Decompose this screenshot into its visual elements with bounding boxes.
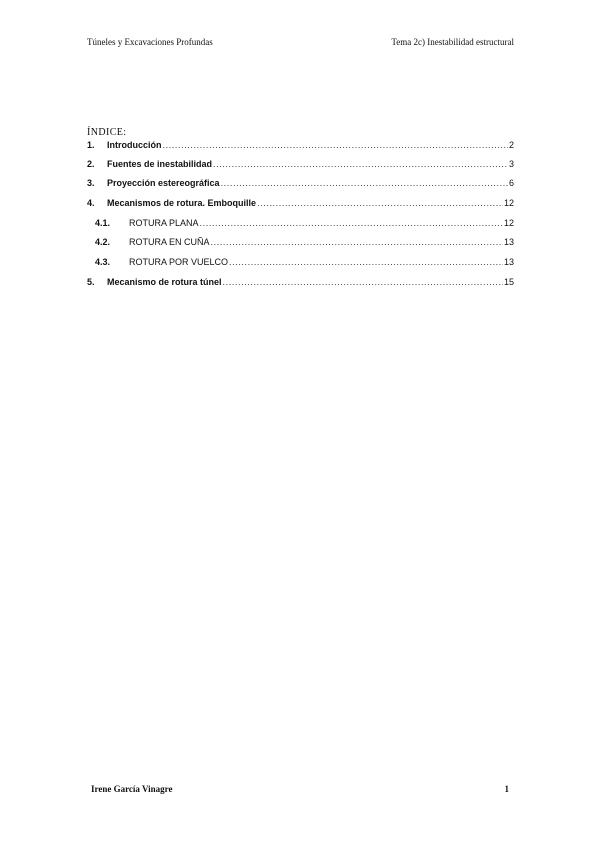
toc-entry-label: Introducción	[107, 140, 162, 150]
toc-entry-number: 4.1.	[95, 218, 111, 228]
footer-author: Irene García Vinagre	[91, 784, 173, 794]
toc-entry-label: Mecanismos de rotura. Emboquille	[107, 198, 257, 208]
toc-entry-rotura-plana[interactable]	[95, 218, 514, 231]
toc-entry-number: 5.	[87, 277, 95, 287]
toc-entry-number: 1.	[87, 140, 95, 150]
running-header-right: Tema 2c) Inestabilidad estructural	[391, 37, 514, 47]
toc-entry-introduccion[interactable]	[87, 140, 514, 153]
toc-entry-number: 4.2.	[95, 237, 111, 247]
toc-entry-number: 3.	[87, 178, 95, 188]
toc-entry-label: Fuentes de inestabilidad	[107, 159, 213, 169]
toc-entry-label: Proyección estereográfica	[107, 178, 220, 188]
toc-entry-page: 12	[503, 218, 514, 228]
toc-leader-dots	[211, 237, 503, 247]
toc-entry-page: 3	[508, 159, 514, 169]
toc-entry-label: Mecanismo de rotura túnel	[107, 277, 222, 287]
toc-entry-number: 4.3.	[95, 257, 111, 267]
toc-entry-page: 2	[508, 140, 514, 150]
footer-page-number: 1	[504, 784, 509, 794]
toc-leader-dots	[163, 140, 508, 150]
index-title: ÍNDICE:	[87, 127, 127, 138]
toc-entry-fuentes-de-inestabilidad[interactable]	[87, 159, 514, 172]
toc-leader-dots	[213, 159, 508, 169]
toc-entry-label: ROTURA PLANA	[129, 218, 199, 228]
toc-entry-number: 4.	[87, 198, 95, 208]
toc-entry-page: 13	[503, 257, 514, 267]
toc-entry-page: 15	[503, 277, 514, 287]
toc-entry-number: 2.	[87, 159, 95, 169]
toc-leader-dots	[200, 218, 503, 228]
toc-leader-dots	[257, 198, 503, 208]
toc-leader-dots	[223, 277, 503, 287]
toc-entry-rotura-por-vuelco[interactable]	[95, 257, 514, 270]
toc-entry-page: 12	[503, 198, 514, 208]
toc-entry-label: ROTURA EN CUÑA	[129, 237, 210, 247]
toc-entry-mecanismo-de-rotura-tunel[interactable]	[87, 277, 514, 290]
toc-leader-dots	[221, 178, 508, 188]
toc-entry-page: 6	[508, 178, 514, 188]
toc-entry-mecanismos-de-rotura[interactable]	[87, 198, 514, 211]
toc-leader-dots	[229, 257, 503, 267]
toc-entry-proyeccion-estereografica[interactable]	[87, 178, 514, 191]
toc-entry-label: ROTURA POR VUELCO	[129, 257, 229, 267]
toc-entry-rotura-en-cuna[interactable]	[95, 237, 514, 250]
toc-entry-page: 13	[503, 237, 514, 247]
running-header-left: Túneles y Excavaciones Profundas	[87, 37, 213, 47]
